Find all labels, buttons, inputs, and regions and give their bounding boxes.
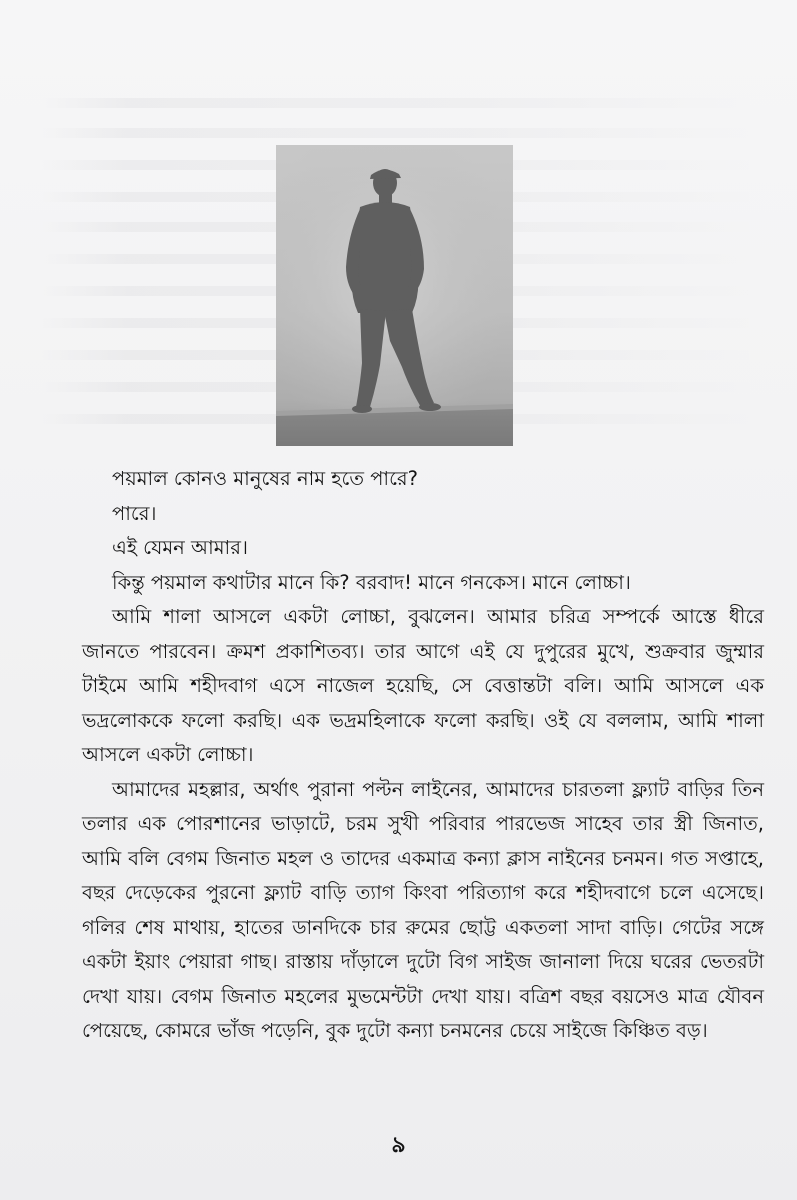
paragraph: আমি শালা আসলে একটা লোচ্চা, বুঝলেন। আমার চরিত্র সম্পর্কে আস্তে ধীরে জানতে পারবেন। ক্রমশ প্রকাশিতব্য। তার আগে এই যে দুপুরের মুখে, শুক্রবার জুম্মার টাইমে আমি শহীদবাগ এসে নাজেল হয়েছি, সে বেত্তান্তটা বলি। আমি আসলে এক ভদ্রলোককে ফলো করছি। এক ভদ্রমহিলাকে ফলো করছি। ওই যে বললাম, আমি শালা আসলে একটা লোচ্চা। — [82, 605, 764, 766]
body-text — [82, 462, 764, 1049]
paragraph: পারে। — [112, 501, 157, 525]
paragraph: আমাদের মহল্লার, অর্থাৎ পুরানা পল্টন লাইনের, আমাদের চারতলা ফ্ল্যাট বাড়ির তিন তলার এক পোরশানের ভাড়াটে, চরম সুখী পরিবার পারভেজ সাহেব তার স্ত্রী জিনাত, আমি বলি বেগম জিনাত মহল ও তাদের একমাত্র কন্যা ক্লাস নাইনের চনমন। গত সপ্তাহে, বছর দেড়েকের পুরনো ফ্ল্যাট বাড়ি ত্যাগ কিংবা পরিত্যাগ করে শহীদবাগে চলে এসেছে। গলির শেষ মাথায়, হাতের ডানদিকে চার রুমের ছোট্ট একতলা সাদা বাড়ি। গেটের সঙ্গে একটা ইয়াং পেয়ারা গাছ। রাস্তায় দাঁড়ালে দুটো বিগ সাইজ জানালা দিয়ে ঘরের ভেতরটা দেখা যায়। বেগম জিনাত মহলের মুভমেন্টটা দেখা যায়। বত্রিশ বছর বয়সেও মাত্র যৌবন পেয়েছে, কোমরে ভাঁজ পড়েনি, বুক দুটো কন্যা চনমনের চেয়ে সাইজে কিঞ্চিত বড়। — [82, 777, 764, 1042]
paragraph: এই যেমন আমার। — [112, 536, 248, 559]
bleed-through-line — [40, 98, 760, 108]
paragraph: কিন্তু পয়মাল কথাটার মানে কি? বরবাদ! মানে গনকেস। মানে লোচ্চা। — [112, 570, 631, 594]
paragraph: পয়মাল কোনও মানুষের নাম হতে পারে? — [112, 467, 419, 490]
bleed-through-line — [40, 128, 760, 138]
page-number: ৯ — [391, 1133, 406, 1158]
silhouette-photo-icon — [276, 145, 513, 446]
silhouette-photo — [276, 145, 513, 446]
